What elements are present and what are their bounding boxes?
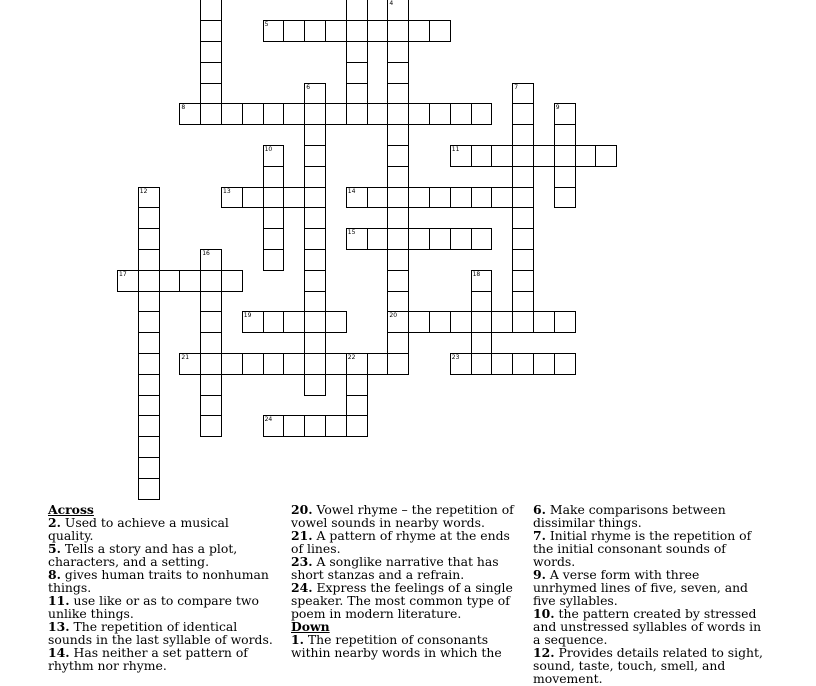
- grid-cell[interactable]: [512, 103, 534, 125]
- grid-cell[interactable]: [408, 103, 430, 125]
- grid-cell[interactable]: [512, 187, 534, 209]
- grid-cell[interactable]: [138, 478, 160, 500]
- clue-number-9: 9: [555, 104, 560, 112]
- grid-cell[interactable]: [471, 228, 493, 250]
- clue-number-11: 11: [451, 146, 460, 153]
- grid-cell[interactable]: [471, 353, 493, 375]
- clue-number-7: 7: [514, 83, 519, 91]
- grid-cell[interactable]: [138, 374, 160, 396]
- across-clue-23: 23. A songlike narrative that has short stanzas and a refrain.: [291, 554, 499, 582]
- grid-cell[interactable]: [450, 187, 472, 209]
- grid-cell[interactable]: [471, 103, 493, 125]
- grid-cell[interactable]: [429, 187, 451, 209]
- clue-number-12: 12: [139, 187, 148, 195]
- grid-cell[interactable]: [367, 187, 389, 209]
- clue-number-24: 24: [264, 416, 273, 424]
- grid-cell[interactable]: [512, 311, 534, 333]
- grid-cell[interactable]: [512, 207, 534, 229]
- grid-cell[interactable]: [138, 395, 160, 417]
- grid-cell[interactable]: [200, 374, 222, 396]
- grid-cell[interactable]: [200, 395, 222, 417]
- grid-cell[interactable]: [450, 311, 472, 333]
- grid-cell[interactable]: [283, 311, 305, 333]
- grid-cell[interactable]: [263, 249, 285, 271]
- grid-cell[interactable]: [408, 187, 430, 209]
- grid-cell[interactable]: [304, 207, 326, 229]
- grid-cell[interactable]: [304, 145, 326, 167]
- grid-cell[interactable]: [346, 62, 368, 84]
- grid-cell[interactable]: [200, 332, 222, 354]
- grid-cell[interactable]: [304, 415, 326, 437]
- grid-cell[interactable]: [325, 415, 347, 437]
- across-heading: Across: [48, 502, 94, 517]
- down-clue-10: 10. the pattern created by stressed and unstressed syllables of words in a sequence.: [533, 606, 762, 647]
- grid-cell[interactable]: [367, 228, 389, 250]
- grid-cell[interactable]: [346, 0, 368, 21]
- across-clue-2: 2. Used to achieve a musical quality.: [48, 515, 229, 543]
- grid-cell[interactable]: [387, 332, 409, 354]
- grid-cell[interactable]: [200, 0, 222, 21]
- grid-cell[interactable]: [200, 62, 222, 84]
- grid-cell[interactable]: [367, 103, 389, 125]
- grid-cell[interactable]: [200, 415, 222, 437]
- clues-column-3: [533, 503, 763, 685]
- grid-cell[interactable]: [325, 353, 347, 375]
- grid-cell[interactable]: [429, 103, 451, 125]
- grid-cell[interactable]: [429, 228, 451, 250]
- grid-cell[interactable]: [512, 291, 534, 313]
- grid-cell[interactable]: [367, 20, 389, 42]
- clue-number-18: 18: [472, 270, 481, 278]
- down-clue-6: 6. Make comparisons between dissimilar things.: [533, 502, 726, 530]
- grid-cell[interactable]: [221, 353, 243, 375]
- across-clue-5: 5. Tells a story and has a plot, characters, and a setting.: [48, 541, 238, 569]
- grid-cell[interactable]: [325, 103, 347, 125]
- across-clue-14: 14. Has neither a set pattern of rhythm nor rhyme.: [48, 645, 248, 673]
- across-clue-21: 21. A pattern of rhyme at the ends of lines.: [291, 528, 510, 556]
- grid-cell[interactable]: [491, 353, 513, 375]
- grid-cell[interactable]: [491, 187, 513, 209]
- grid-cell[interactable]: [595, 145, 617, 167]
- grid-cell[interactable]: [387, 124, 409, 146]
- clue-number-23: 23: [451, 354, 460, 361]
- grid-cell[interactable]: [263, 353, 285, 375]
- grid-cell[interactable]: [200, 103, 222, 125]
- grid-cell[interactable]: [533, 311, 555, 333]
- across-clue-11: 11. use like or as to compare two unlike things.: [48, 593, 259, 621]
- grid-cell[interactable]: [138, 457, 160, 479]
- grid-cell[interactable]: [554, 145, 576, 167]
- grid-cell[interactable]: [471, 145, 493, 167]
- grid-cell[interactable]: [554, 166, 576, 188]
- grid-cell[interactable]: [512, 228, 534, 250]
- grid-cell[interactable]: [408, 311, 430, 333]
- grid-cell[interactable]: [242, 103, 264, 125]
- grid-cell[interactable]: [159, 270, 181, 292]
- clue-number-20: 20: [389, 312, 398, 320]
- grid-cell[interactable]: [491, 311, 513, 333]
- grid-cell[interactable]: [387, 20, 409, 42]
- grid-cell[interactable]: [575, 145, 597, 167]
- across-clue-8: 8. gives human traits to nonhuman things.: [48, 567, 269, 595]
- grid-cell[interactable]: [471, 332, 493, 354]
- grid-cell[interactable]: [263, 166, 285, 188]
- grid-cell[interactable]: [283, 103, 305, 125]
- grid-cell[interactable]: [138, 353, 160, 375]
- grid-cell[interactable]: [450, 228, 472, 250]
- down-clue-9: 9. A verse form with three unrhymed lines of five, seven, and five syllables.: [533, 567, 748, 608]
- grid-cell[interactable]: [138, 311, 160, 333]
- grid-cell[interactable]: [200, 20, 222, 42]
- grid-cell[interactable]: [200, 83, 222, 105]
- grid-cell[interactable]: [346, 20, 368, 42]
- clues-column-1: [48, 503, 276, 672]
- grid-cell[interactable]: [304, 103, 326, 125]
- grid-cell[interactable]: [554, 124, 576, 146]
- grid-cell[interactable]: [512, 145, 534, 167]
- grid-cell[interactable]: [304, 270, 326, 292]
- down-clue-12: 12. Provides details related to sight, sound, taste, touch, smell, and movement.: [533, 645, 763, 686]
- grid-cell[interactable]: [387, 270, 409, 292]
- grid-cell[interactable]: [346, 395, 368, 417]
- grid-cell[interactable]: [138, 207, 160, 229]
- grid-cell[interactable]: [138, 249, 160, 271]
- grid-cell[interactable]: [304, 332, 326, 354]
- grid-cell[interactable]: [304, 124, 326, 146]
- grid-cell[interactable]: [304, 20, 326, 42]
- grid-cell[interactable]: [304, 187, 326, 209]
- grid-cell[interactable]: [200, 291, 222, 313]
- grid-cell[interactable]: [512, 166, 534, 188]
- grid-cell[interactable]: [283, 415, 305, 437]
- grid-cell[interactable]: [554, 311, 576, 333]
- grid-cell[interactable]: [387, 249, 409, 271]
- grid-cell[interactable]: [138, 415, 160, 437]
- grid-cell[interactable]: [533, 353, 555, 375]
- clue-number-22: 22: [347, 354, 356, 361]
- grid-cell[interactable]: [387, 187, 409, 209]
- grid-cell[interactable]: [387, 83, 409, 105]
- grid-cell[interactable]: [387, 145, 409, 167]
- grid-cell[interactable]: [450, 103, 472, 125]
- down-heading: Down: [291, 619, 330, 634]
- grid-cell[interactable]: [408, 20, 430, 42]
- grid-cell[interactable]: [221, 270, 243, 292]
- grid-cell[interactable]: [429, 20, 451, 42]
- clue-number-5: 5: [264, 21, 269, 29]
- grid-cell[interactable]: [471, 311, 493, 333]
- grid-cell[interactable]: [346, 83, 368, 105]
- grid-cell[interactable]: [304, 249, 326, 271]
- across-clue-13: 13. The repetition of identical sounds in the last syllable of words.: [48, 619, 273, 647]
- grid-cell[interactable]: [387, 207, 409, 229]
- clue-number-8: 8: [181, 104, 186, 112]
- grid-cell[interactable]: [387, 62, 409, 84]
- grid-cell[interactable]: [429, 311, 451, 333]
- grid-cell[interactable]: [263, 187, 285, 209]
- grid-cell[interactable]: [283, 353, 305, 375]
- grid-cell[interactable]: [325, 20, 347, 42]
- across-clue-24: 24. Express the feelings of a single speaker. The most common type of poem in modern literature.: [291, 580, 513, 621]
- clue-number-21: 21: [181, 354, 190, 361]
- clue-number-6: 6: [306, 83, 311, 91]
- grid-cell[interactable]: [387, 41, 409, 63]
- down-clue-7: 7. Initial rhyme is the repetition of the initial consonant sounds of words.: [533, 528, 752, 569]
- grid-cell[interactable]: [512, 124, 534, 146]
- grid-cell[interactable]: [512, 270, 534, 292]
- grid-cell[interactable]: [304, 374, 326, 396]
- grid-cell[interactable]: [283, 187, 305, 209]
- grid-cell[interactable]: [138, 436, 160, 458]
- grid-cell[interactable]: [387, 166, 409, 188]
- grid-cell[interactable]: [304, 311, 326, 333]
- grid-cell[interactable]: [512, 249, 534, 271]
- grid-cell[interactable]: [263, 103, 285, 125]
- grid-cell[interactable]: [346, 415, 368, 437]
- grid-cell[interactable]: [387, 353, 409, 375]
- grid-cell[interactable]: [304, 353, 326, 375]
- grid-cell[interactable]: [346, 374, 368, 396]
- grid-cell[interactable]: [491, 145, 513, 167]
- grid-cell[interactable]: [387, 103, 409, 125]
- grid-cell[interactable]: [263, 311, 285, 333]
- grid-cell[interactable]: [387, 291, 409, 313]
- grid-cell[interactable]: [554, 187, 576, 209]
- grid-cell[interactable]: [200, 270, 222, 292]
- grid-cell[interactable]: [325, 311, 347, 333]
- grid-cell[interactable]: [138, 228, 160, 250]
- clue-number-14: 14: [347, 187, 356, 195]
- grid-cell[interactable]: [304, 291, 326, 313]
- grid-cell[interactable]: [200, 311, 222, 333]
- grid-cell[interactable]: [304, 228, 326, 250]
- grid-cell[interactable]: [283, 20, 305, 42]
- grid-cell[interactable]: [200, 353, 222, 375]
- grid-cell[interactable]: [263, 228, 285, 250]
- grid-cell[interactable]: [138, 332, 160, 354]
- clues-column-2: [291, 503, 519, 659]
- grid-cell[interactable]: [533, 145, 555, 167]
- grid-cell[interactable]: [263, 207, 285, 229]
- across-clue-20: 20. Vowel rhyme – the repetition of vowel sounds in nearby words.: [291, 502, 514, 530]
- clue-number-15: 15: [347, 229, 356, 237]
- clue-number-4: 4: [389, 0, 394, 8]
- grid-cell[interactable]: [367, 353, 389, 375]
- grid-cell[interactable]: [408, 228, 430, 250]
- down-clue-1: 1. The repetition of consonants within nearby words in which the: [291, 632, 502, 660]
- clue-number-17: 17: [119, 270, 127, 278]
- grid-cell[interactable]: [304, 166, 326, 188]
- grid-cell[interactable]: [346, 41, 368, 63]
- clue-number-10: 10: [264, 146, 273, 153]
- grid-cell[interactable]: [221, 103, 243, 125]
- grid-cell[interactable]: [242, 353, 264, 375]
- grid-cell[interactable]: [200, 41, 222, 63]
- grid-cell[interactable]: [346, 103, 368, 125]
- grid-cell[interactable]: [138, 270, 160, 292]
- grid-cell[interactable]: [387, 228, 409, 250]
- grid-cell[interactable]: [138, 291, 160, 313]
- clue-number-19: 19: [243, 312, 252, 320]
- grid-cell[interactable]: [554, 353, 576, 375]
- grid-cell[interactable]: [512, 353, 534, 375]
- grid-cell[interactable]: [179, 270, 201, 292]
- grid-cell[interactable]: [471, 291, 493, 313]
- grid-cell[interactable]: [242, 187, 264, 209]
- grid-cell[interactable]: [471, 187, 493, 209]
- clue-number-13: 13: [223, 187, 231, 195]
- clue-number-16: 16: [202, 250, 210, 257]
